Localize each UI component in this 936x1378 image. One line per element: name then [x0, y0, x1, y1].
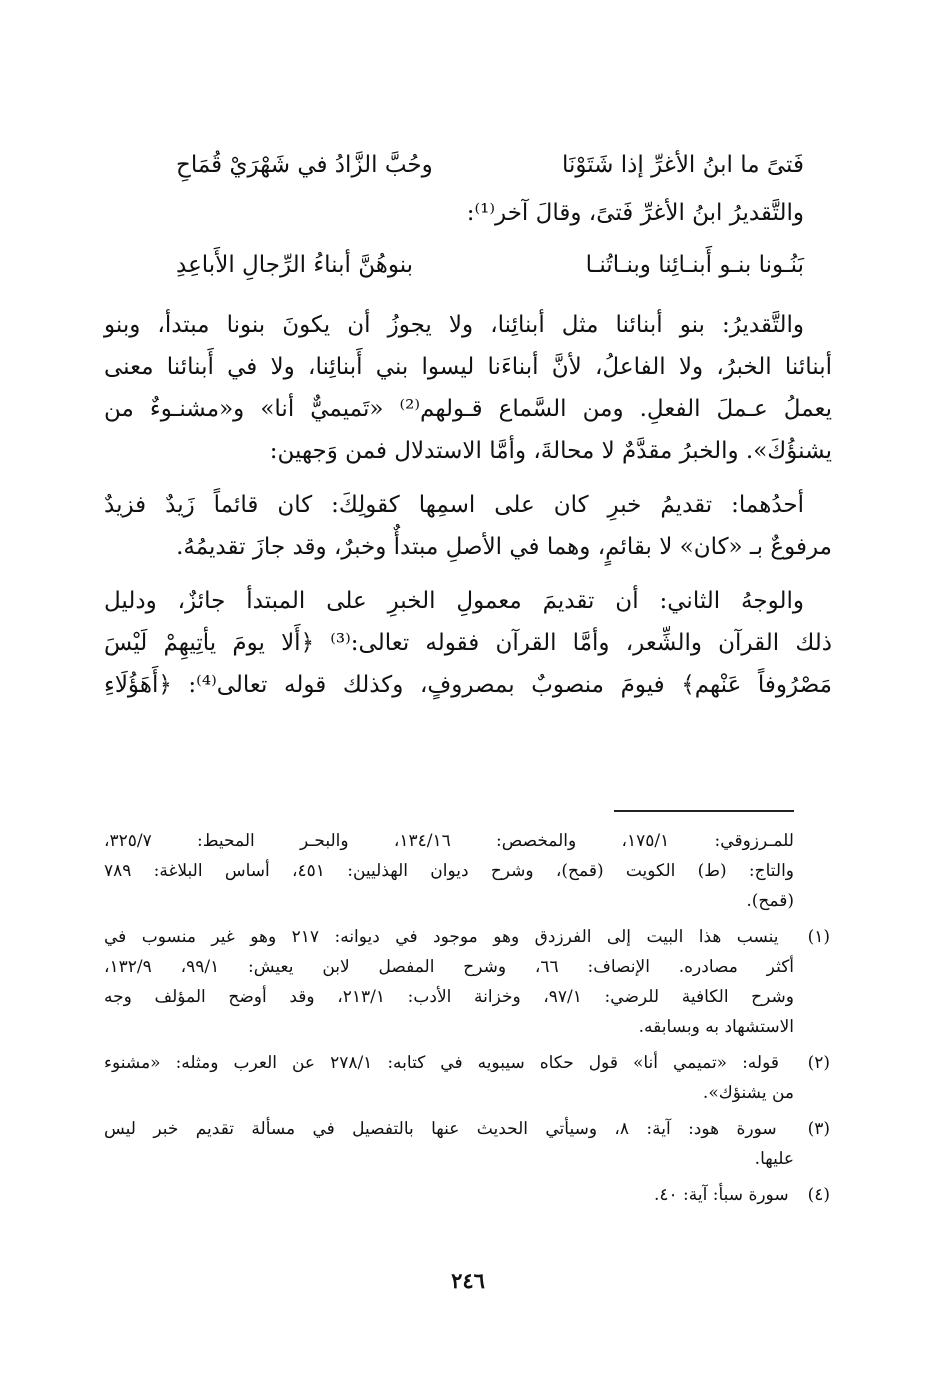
footnote-line: (قمح). — [746, 891, 794, 911]
footnote-line — [104, 1180, 830, 1210]
text-line: والتَّقديرُ ابنُ الأغرِّ فَتىً، وقالَ آخر⁽¹⁾: — [466, 200, 804, 226]
paragraph-line: أحدُهما: تقديمُ خبرِ كان على اسمِها كقولِكَ: كان قائماً زَيدٌ فزيدٌ — [104, 492, 804, 518]
footnote-3 — [104, 1114, 830, 1174]
poetry-verse-2 — [176, 252, 832, 292]
footnote-line — [104, 1048, 830, 1078]
paragraph-line: والتَّقديرُ: بنو أبنائنا مثل أبنائِنا، ولا يجوزُ أن يكونَ بنونا مبتدأ، وبنو — [104, 312, 804, 338]
paragraph-line: يعملُ عـملَ الفعلِ. ومن السَّماع قـولهم⁽²⁾ «تَميميٌّ أنا» و«مشنـوءٌ من — [104, 396, 832, 422]
paragraph-line: مَصْرُوفاً عَنْهم﴾ فيومَ منصوبٌ بمصروفٍ، وكذلك قوله تعالى⁽⁴⁾: ﴿أَهَؤُلَاءِ — [104, 672, 832, 698]
verse-2-second-hemistich: بنوهُنَّ أبناءُ الرِّجالِ الأَباعِدِ — [176, 252, 414, 278]
footnote-line: وشرح الكافية للرضي: ٩٧/١، وخزانة الأدب: ٢١٣/١، وقد أوضح المؤلف وجه — [104, 987, 794, 1007]
verse-1-second-hemistich: وحُبَّ الزَّادُ في شَهْرَيْ قُمَاحِ — [176, 152, 433, 178]
paragraph-2 — [104, 484, 832, 568]
footnote-separator — [614, 810, 794, 812]
footnote-line: عليها. — [754, 1149, 794, 1169]
verse-1-first-hemistich: فَتىً ما ابنُ الأغرِّ إذا شَتَوْنَا — [561, 152, 804, 178]
footnote-line: للمـرزوقي: ١٧٥/١، والمخصص: ١٣٤/١٦، والبحـر المحيط: ٣٢٥/٧، — [104, 831, 794, 851]
paragraph-3 — [104, 580, 832, 706]
footnote-text: ينسب هذا البيت إلى الفرزدق وهو موجود في ديوانه: ٢١٧ وهو غير منسوب في — [104, 927, 779, 947]
footnote-4 — [104, 1180, 830, 1210]
paragraph-line: ذلك القرآن والشِّعر، وأمَّا القرآن فقوله تعالى:⁽³⁾ ﴿أَلا يومَ يأتِيهِمْ لَيْسَ — [104, 630, 832, 656]
main-text — [104, 152, 832, 706]
footnote-1 — [104, 922, 830, 1042]
footnote-2 — [104, 1048, 830, 1108]
paragraph-line: يشنؤُكَ». والخبرُ مقدَّمٌ لا محالةَ، وأمَّا الاستدلال فمن وَجهين: — [269, 438, 832, 464]
footnote-number: (٢) — [807, 1053, 830, 1073]
footnotes — [104, 826, 830, 1210]
paragraph-line: والوجهُ الثاني: أن تقديمَ معمولِ الخبرِ على المبتدأ جائزٌ، ودليل — [104, 588, 804, 614]
footnote-line: والتاج: (ط) الكويت (قمح)، وشرح ديوان الهذليين: ٤٥١، أساس البلاغة: ٧٨٩ — [104, 861, 795, 881]
footnote-text: سورة هود: آية: ٨، وسيأتي الحديث عنها بالتفصيل في مسألة تقديم خبر ليس — [104, 1119, 777, 1139]
footnote-line: أكثر مصادره. الإنصاف: ٦٦، وشرح المفصل لابن يعيش: ٩٩/١، ١٣٢/٩، — [104, 957, 795, 977]
footnote-number: (٣) — [807, 1119, 830, 1139]
paragraph-line: مرفوعٌ بـ «كان» لا بقائمٍ، وهما في الأصلِ مبتدأٌ وخبرٌ، وقد جازَ تقديمُهُ. — [176, 534, 832, 560]
paragraph-line: أبنائنا الخبرُ، ولا الفاعلُ، لأنَّ أبناءَنا ليسوا بني أَبنائِنا، ولا في أَبنائنا معنى — [104, 354, 832, 380]
footnote-number: (١) — [807, 927, 830, 947]
footnote-number: (٤) — [807, 1185, 830, 1205]
poetry-verse-1 — [176, 152, 832, 192]
paragraph-1 — [104, 304, 832, 472]
footnote-line — [104, 1114, 830, 1144]
footnote-text: قوله: «تميمي أنا» قول حكاه سيبويه في كتابه: ٢٧٨/١ عن العرب ومثله: «مشنوء — [104, 1053, 779, 1073]
footnote-text: سورة سبأ: آية: ٤٠. — [653, 1185, 789, 1205]
footnote-line: الاستشهاد به وبسابقه. — [638, 1017, 794, 1037]
footnote-continuation — [104, 826, 794, 916]
footnote-line: من يشنؤك». — [702, 1083, 794, 1103]
verse-2-first-hemistich: بَنُـونا بنـو أَبنـائِنا وبنـاتُنـا — [585, 252, 804, 278]
footnote-line — [104, 922, 830, 952]
page-number: ٢٤٦ — [451, 1268, 485, 1293]
